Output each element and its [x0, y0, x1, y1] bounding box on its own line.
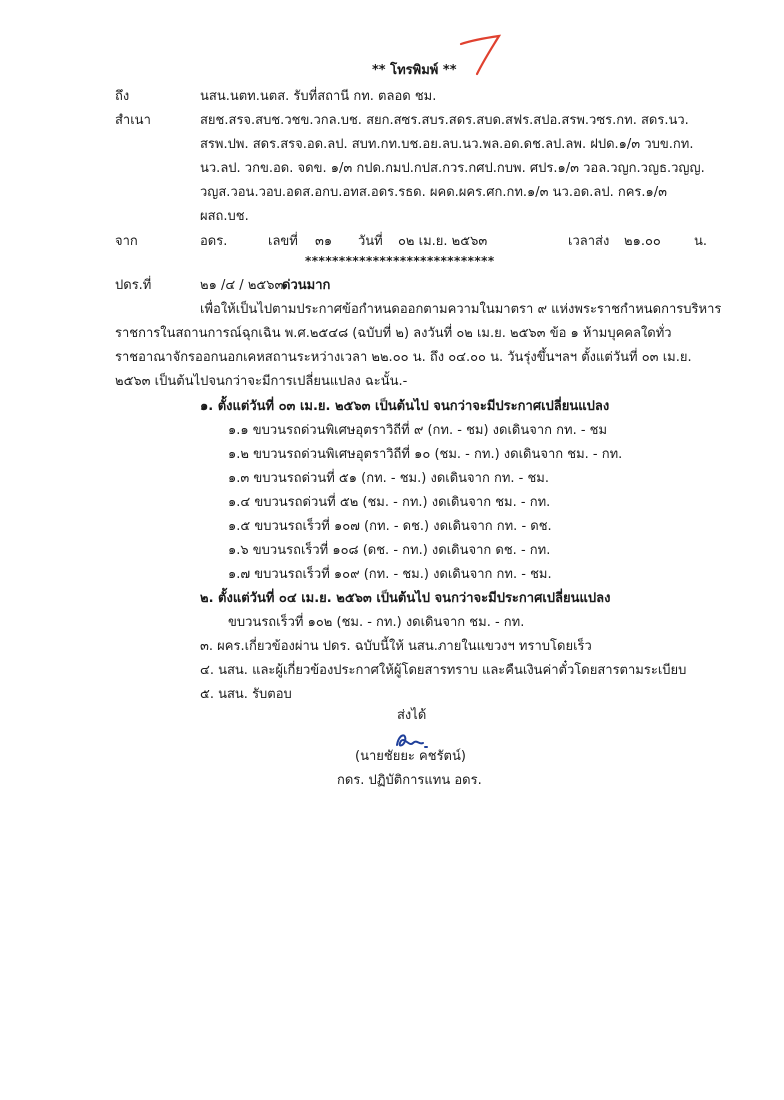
- copy-label: สำเนา: [115, 113, 151, 128]
- separator-line: ****************************: [305, 254, 495, 268]
- number-value: ๓๑: [315, 234, 333, 249]
- section-1-item: ๑.๔ ขบวนรถด่วนที่ ๕๒ (ชม. - กท.) งดเดินจาก ชม. - กท.: [228, 495, 551, 510]
- signer-title: กดร. ปฏิบัติการแทน อดร.: [337, 773, 482, 788]
- number-label: เลขที่: [268, 234, 298, 249]
- copy-line-4: วญส.วอน.วอบ.อดส.อกบ.อทส.อดร.รธด. ผคด.ผคร.ศก.กท.๑/๓ นว.อด.ลป. กคร.๑/๓: [200, 185, 668, 200]
- section-1-heading: ๑. ตั้งแต่วันที่ ๐๓ เม.ย. ๒๕๖๓ เป็นต้นไป จนกว่าจะมีประกาศเปลี่ยนแปลง: [200, 399, 610, 414]
- sent-label: ส่งได้: [397, 708, 427, 723]
- body-line-4: ๒๕๖๓ เป็นต้นไปจนกว่าจะมีการเปลี่ยนแปลง ฉะนั้น.-: [115, 374, 408, 389]
- section-1-item: ๑.๖ ขบวนรถเร็วที่ ๑๐๘ (ดช. - กท.) งดเดินจาก ดช. - กท.: [228, 543, 551, 558]
- date-value: ๐๒ เม.ย. ๒๕๖๓: [398, 234, 488, 249]
- copy-line-3: นว.ลป. วกข.อด. จดข. ๑/๓ กปด.กมป.กปส.กวร.กศป.กบพ. ศปร.๑/๓ วอล.วญก.วญธ.วญญ.: [200, 161, 705, 176]
- section-1-item: ๑.๕ ขบวนรถเร็วที่ ๑๐๗ (กท. - ดช.) งดเดินจาก กท. - ดช.: [228, 519, 552, 534]
- time-label: เวลาส่ง: [568, 234, 610, 249]
- memo-header: ** โทรพิมพ์ **: [372, 63, 457, 78]
- copy-line-5: ผสถ.บช.: [200, 209, 249, 224]
- to-label: ถึง: [115, 89, 130, 104]
- section-1-item: ๑.๑ ขบวนรถด่วนพิเศษอุตราวิถีที่ ๙ (กท. - ชม) งดเดินจาก กท. - ชม: [228, 423, 608, 438]
- section-2-item: ขบวนรถเร็วที่ ๑๐๒ (ชม. - กท.) งดเดินจาก ชม. - กท.: [228, 615, 525, 630]
- handwritten-mark-icon: [455, 30, 515, 80]
- copy-line-1: สยช.สรจ.สบช.วชข.วกล.บช. สยก.สซร.สบร.สดร.สบด.สฟร.สปอ.สรพ.วซร.กท. สดร.นว.: [200, 113, 689, 128]
- urgency-badge: ด่วนมาก: [282, 278, 331, 293]
- time-value: ๒๑.๐๐: [624, 234, 661, 249]
- body-line-3: ราชอาณาจักรออกนอกเคหสถานระหว่างเวลา ๒๒.๐๐ น. ถึง ๐๔.๐๐ น. วันรุ่งขึ้นฯลฯ ตั้งแต่วันที่ ๐๓ เม.ย.: [115, 350, 692, 365]
- date-label: วันที่: [358, 234, 383, 249]
- ref-label: ปดร.ที่: [115, 278, 152, 293]
- section-1-item: ๑.๗ ขบวนรถเร็วที่ ๑๐๙ (กท. - ชม.) งดเดินจาก กท. - ชม.: [228, 567, 552, 582]
- section-4-text: ๔. นสน. และผู้เกี่ยวข้องประกาศให้ผู้โดยสารทราบ และคืนเงินค่าตั๋วโดยสารตามระเบียบ: [200, 663, 687, 678]
- section-2-heading: ๒. ตั้งแต่วันที่ ๐๔ เม.ย. ๒๕๖๓ เป็นต้นไป จนกว่าจะมีประกาศเปลี่ยนแปลง: [200, 591, 611, 606]
- from-label: จาก: [115, 234, 138, 249]
- section-3-text: ๓. ผคร.เกี่ยวข้องผ่าน ปดร. ฉบับนี้ให้ นสน.ภายในแขวงฯ ทราบโดยเร็ว: [200, 639, 592, 654]
- copy-line-2: สรพ.ปพ. สดร.สรจ.อด.ลป. สบท.กท.บช.อย.ลบ.นว.พล.อด.ดช.ลป.ลพ. ฝปด.๑/๓ วบข.กท.: [200, 137, 694, 152]
- body-line-2: ราชการในสถานการณ์ฉุกเฉิน พ.ศ.๒๕๔๘ (ฉบับที่ ๒) ลงวันที่ ๐๒ เม.ย. ๒๕๖๓ ข้อ ๑ ห้ามบุคคลใดทั่ว: [115, 326, 672, 341]
- signer-name: (นายชัยยะ คชรัตน์): [355, 749, 466, 764]
- section-5-text: ๕. นสน. รับตอบ: [200, 687, 292, 702]
- time-unit: น.: [694, 234, 708, 249]
- to-value: นสน.นตท.นตส. รับที่สถานี กท. ตลอด ชม.: [200, 89, 437, 104]
- ref-value: ๒๑ /๔ / ๒๕๖๓: [200, 278, 284, 293]
- from-value: อดร.: [200, 234, 228, 249]
- section-1-item: ๑.๓ ขบวนรถด่วนที่ ๕๑ (กท. - ชม.) งดเดินจาก กท. - ชม.: [228, 471, 550, 486]
- body-line-1: เพื่อให้เป็นไปตามประกาศข้อกำหนดออกตามความในมาตรา ๙ แห่งพระราชกำหนดการบริหาร: [200, 302, 722, 317]
- section-1-item: ๑.๒ ขบวนรถด่วนพิเศษอุตราวิถีที่ ๑๐ (ชม. - กท.) งดเดินจาก ชม. - กท.: [228, 447, 623, 462]
